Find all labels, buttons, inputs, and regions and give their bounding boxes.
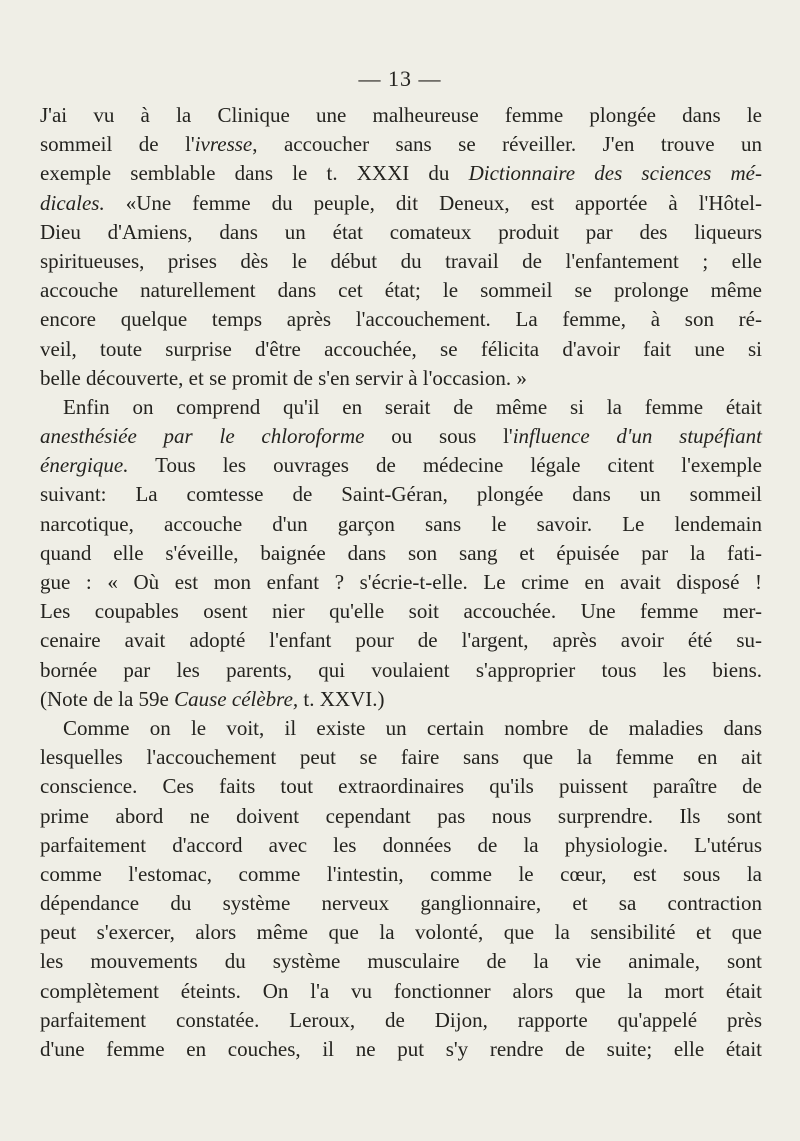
text-run: t. XXVI.) xyxy=(298,686,385,711)
text-line xyxy=(40,130,762,159)
text-run: sommeil de l' xyxy=(40,132,195,157)
text-run: conscience. Ces faits tout extraordinaires qu'ils puissent paraître de xyxy=(40,774,762,799)
text-run: parfaitement constatée. Leroux, de Dijon, rapporte qu'appelé près xyxy=(40,1007,762,1032)
text-run: , accoucher sans se réveiller. J'en trouve un xyxy=(252,132,762,157)
text-run: veil, toute surprise d'être accouchée, se félicita d'avoir fait une si xyxy=(40,336,762,361)
text-line xyxy=(40,305,762,334)
page-number: — 13 — xyxy=(358,66,442,91)
text-line xyxy=(40,218,762,247)
text-line xyxy=(40,1006,762,1035)
text-line xyxy=(40,626,762,655)
text-run: peut s'exercer, alors même que la volonté, que la sensibilité et que xyxy=(40,920,762,945)
text-line xyxy=(40,247,762,276)
text-line xyxy=(40,918,762,947)
text-run: «Une femme du peuple, dit Deneux, est apportée à l'Hôtel- xyxy=(104,190,762,215)
text-line xyxy=(40,189,762,218)
text-run: d'une femme en couches, il ne put s'y rendre de suite; elle était xyxy=(40,1037,762,1061)
text-line xyxy=(40,568,762,597)
text-run: (Note de la 59e xyxy=(40,686,175,711)
italic-run: énergique. xyxy=(40,453,129,478)
text-run: Enfin on comprend qu'il en serait de même si la femme était xyxy=(63,394,762,419)
text-line xyxy=(40,685,762,714)
text-line xyxy=(40,451,762,480)
italic-run: dicales. xyxy=(40,190,105,215)
text-run: exemple semblable dans le t. XXXI du xyxy=(40,161,469,186)
text-run: bornée par les parents, qui voulaient s'approprier tous les biens. xyxy=(40,657,762,682)
text-run: narcotique, accouche d'un garçon sans le savoir. Le lendemain xyxy=(40,511,762,536)
text-run: les mouvements du système musculaire de la vie animale, sont xyxy=(40,949,762,974)
text-line xyxy=(40,422,762,451)
text-run: Dieu d'Amiens, dans un état comateux produit par des liqueurs xyxy=(40,219,762,244)
text-run: complètement éteints. On l'a vu fonctionner alors que la mort était xyxy=(40,978,762,1003)
text-run: suivant: La comtesse de Saint-Géran, plongée dans un sommeil xyxy=(40,482,762,507)
text-run: Les coupables osent nier qu'elle soit accouchée. Une femme mer- xyxy=(40,599,762,624)
text-line xyxy=(40,597,762,626)
text-line xyxy=(40,860,762,889)
text-line xyxy=(40,977,762,1006)
text-line xyxy=(40,480,762,509)
text-run: ou sous l' xyxy=(364,424,513,449)
italic-run: Cause célèbre, xyxy=(174,686,299,711)
text-run: dépendance du système nerveux ganglionnaire, et sa contraction xyxy=(40,891,762,916)
italic-run: anesthésiée par le chloroforme xyxy=(40,424,365,449)
text-run: comme l'estomac, comme l'intestin, comme le cœur, est sous la xyxy=(40,861,762,886)
text-line xyxy=(40,159,762,188)
text-line xyxy=(40,889,762,918)
text-line xyxy=(40,101,762,130)
body-text xyxy=(40,101,762,1064)
text-run: gue : « Où est mon enfant ? s'écrie-t-elle. Le crime en avait disposé ! xyxy=(40,570,762,594)
italic-run: influence d'un stupéfiant xyxy=(512,424,763,449)
text-run: Tous les ouvrages de médecine légale citent l'exemple xyxy=(128,453,762,478)
text-run: Comme on le voit, il existe un certain nombre de maladies dans xyxy=(63,715,762,740)
text-run: parfaitement d'accord avec les données de la physiologie. L'utérus xyxy=(40,832,762,857)
text-run: quand elle s'éveille, baignée dans son sang et épuisée par la fati- xyxy=(40,540,762,565)
text-line xyxy=(40,510,762,539)
text-run: belle découverte, et se promit de s'en servir à l'occasion. » xyxy=(40,365,527,390)
text-run: lesquelles l'accouchement peut se faire sans que la femme en ait xyxy=(40,745,762,770)
italic-run: ivresse xyxy=(194,132,253,157)
text-line xyxy=(40,772,762,801)
text-line xyxy=(40,335,762,364)
text-line xyxy=(40,831,762,860)
text-line xyxy=(40,714,762,743)
text-run: cenaire avait adopté l'enfant pour de l'argent, après avoir été su- xyxy=(40,628,762,653)
text-run: spiritueuses, prises dès le début du travail de l'enfantement ; elle xyxy=(40,248,762,273)
text-line xyxy=(40,947,762,976)
text-line xyxy=(40,743,762,772)
text-run: accouche naturellement dans cet état; le sommeil se prolonge même xyxy=(40,278,762,303)
text-run: J'ai vu à la Clinique une malheureuse femme plongée dans le xyxy=(40,103,762,127)
text-run: prime abord ne doivent cependant pas nous surprendre. Ils sont xyxy=(40,803,762,828)
text-line xyxy=(40,1035,762,1064)
text-line xyxy=(40,364,762,393)
text-run: encore quelque temps après l'accouchement. La femme, à son ré- xyxy=(40,307,762,332)
text-line xyxy=(40,802,762,831)
text-line xyxy=(40,656,762,685)
text-line xyxy=(40,539,762,568)
text-line xyxy=(40,393,762,422)
italic-run: Dictionnaire des sciences mé- xyxy=(468,161,762,186)
text-line xyxy=(40,276,762,305)
